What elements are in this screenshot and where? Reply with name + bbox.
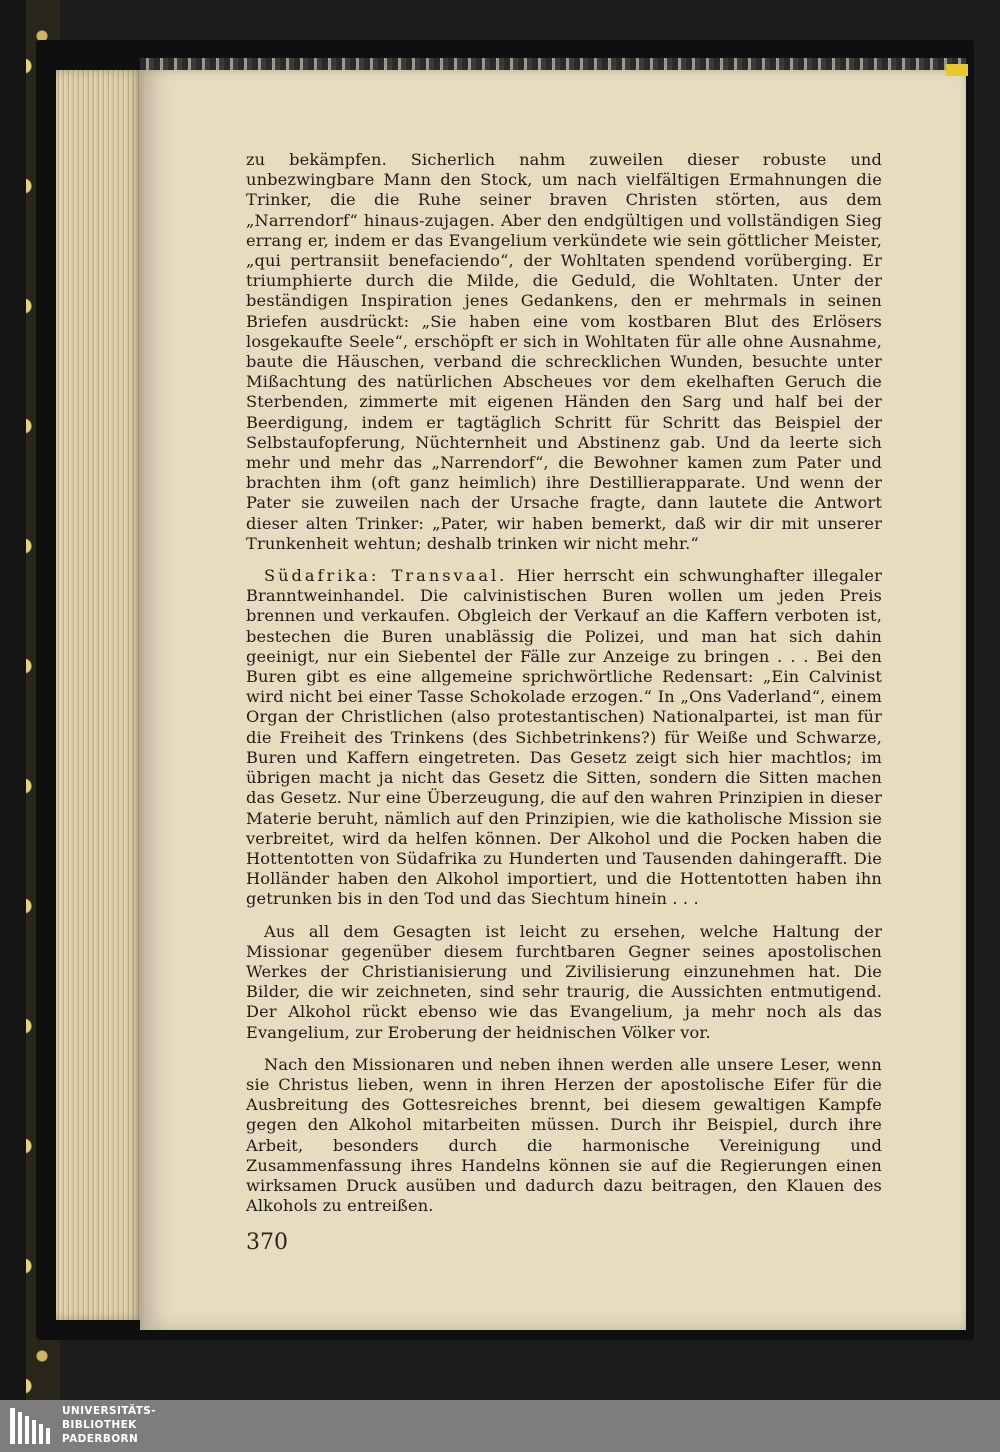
library-name-line-3: PADERBORN — [62, 1433, 139, 1445]
library-logo-icon — [8, 1406, 52, 1446]
paragraph-2 — [246, 566, 882, 909]
top-edge-strip — [140, 58, 966, 70]
paragraph-2-text: Hier herrscht ein schwunghafter illegaler Branntweinhandel. Die calvinistischen Buren wollen um jeden Preis brennen und verkaufen. Obgleich der Verkauf an die Kaffern verboten ist, bestechen die Buren unablässig die Polizei, und man hat sich dahin geeinigt, nur ein Siebentel der Fälle zur Anzeige zu bringen . . . Bei den Buren gibt es eine allgemeine sprichwörtliche Redensart: „Ein Calvinist wird nicht bei einer Tasse Schokolade erzogen.“ In „Ons Vaderland“, einem Organ der Christlichen (also protestantischen) Nationalpartei, ist man für die Freiheit des Trinkens (des Sichbetrinkens?) für Weiße und Schwarze, Buren und Kaffern eingetreten. Das Gesetz zeigt sich hier machtlos; im übrigen macht ja nicht das Gesetz die Sitten, sondern die Sitten machen das Gesetz. Nur eine Überzeugung, die auf den wahren Prinzipien in dieser Materie beruht, nämlich auf den Prinzipien, wie die katholische Mission sie verbreitet, wird da helfen können. Der Alkohol und die Pocken haben die Hottentotten von Südafrika zu Hunderten und Tausenden dahingerafft. Die Holländer haben den Alkohol importiert, und die Hottentotten haben ihn getrunken bis in den Tod und das Siechtum hinein . . . — [246, 566, 882, 909]
paragraph-3: Aus all dem Gesagten ist leicht zu ersehen, welche Haltung der Missionar gegenüber diesem furchtbaren Gegner seines apostolischen Werkes der Christianisierung und Zivilisierung einzunehmen hat. Die Bilder, die wir zeichneten, sind sehr traurig, die Aussichten entmutigend. Der Alkohol rückt ebenso wie das Evangelium, ja mehr noch als das Evangelium, zur Eroberung der heidnischen Völker vor. — [246, 921, 882, 1042]
library-footer — [0, 1400, 1000, 1452]
page-edges — [56, 70, 142, 1320]
book-cover-edge — [0, 0, 26, 1400]
library-name — [62, 1404, 156, 1446]
page-text — [246, 150, 882, 1216]
page-number: 370 — [246, 1230, 288, 1255]
bookmark-tab — [946, 64, 968, 76]
paragraph-4: Nach den Missionaren und neben ihnen werden alle unsere Leser, wenn sie Christus lieben, wenn in ihren Herzen der apostolische Eifer für die Ausbreitung des Gottesreiches brennt, bei diesem gewaltigen Kampfe gegen den Alkohol mitarbeiten müssen. Durch ihr Beispiel, durch ihre Arbeit, besonders durch die harmonische Vereinigung und Zusammenfassung ihres Handelns können sie auf die Regierungen einen wirksamen Druck ausüben und dadurch dazu beitragen, den Klauen des Alkohols zu entreißen. — [246, 1054, 882, 1216]
library-name-line-1: UNIVERSITÄTS- — [62, 1405, 157, 1417]
paragraph-1: zu bekämpfen. Sicherlich nahm zuweilen dieser robuste und unbezwingbare Mann den Stock, um nach vielfältigen Ermahnungen die Trinker, die die Ruhe seiner braven Christen störten, aus dem „Narrendorf“ hinaus-zujagen. Aber den endgültigen und vollständigen Sieg errang er, indem er das Evangelium verkündete wie sein göttlicher Meister, „qui pertransiit benefaciendo“, der Wohltaten spendend vorüberging. Er triumphierte durch die Milde, die Geduld, die Wohltaten. Unter der beständigen Inspiration jenes Gedankens, den er mehrmals in seinen Briefen ausdrückt: „Sie haben eine vom kostbaren Blut des Erlösers losgekaufte Seele“, erschöpft er sich in Wohltaten für alle ohne Ausnahme, baute die Häuschen, verband die schrecklichen Wunden, besuchte unter Mißachtung des natürlichen Abscheues vor dem ekelhaften Geruch die Sterbenden, zimmerte mit eigenen Händen den Sarg und half bei der Beerdigung, indem er tagtäglich Schritt für Schritt das Beispiel der Selbstaufopferung, Nüchternheit und Abstinenz gab. Und da leerte sich mehr und mehr das „Narrendorf“, die Bewohner kamen zum Pater und brachten ihm (oft ganz heimlich) ihre Destillierapparate. Und wenn der Pater sie zuweilen nach der Ursache fragte, dann lautete die Antwort dieser alten Trinker: „Pater, wir haben bemerkt, daß wir dir mit unserer Trunkenheit wehtun; deshalb trinken wir nicht mehr.“ — [246, 150, 882, 553]
section-heading: Südafrika: Transvaal. — [264, 566, 508, 586]
library-name-line-2: BIBLIOTHEK — [62, 1419, 137, 1431]
